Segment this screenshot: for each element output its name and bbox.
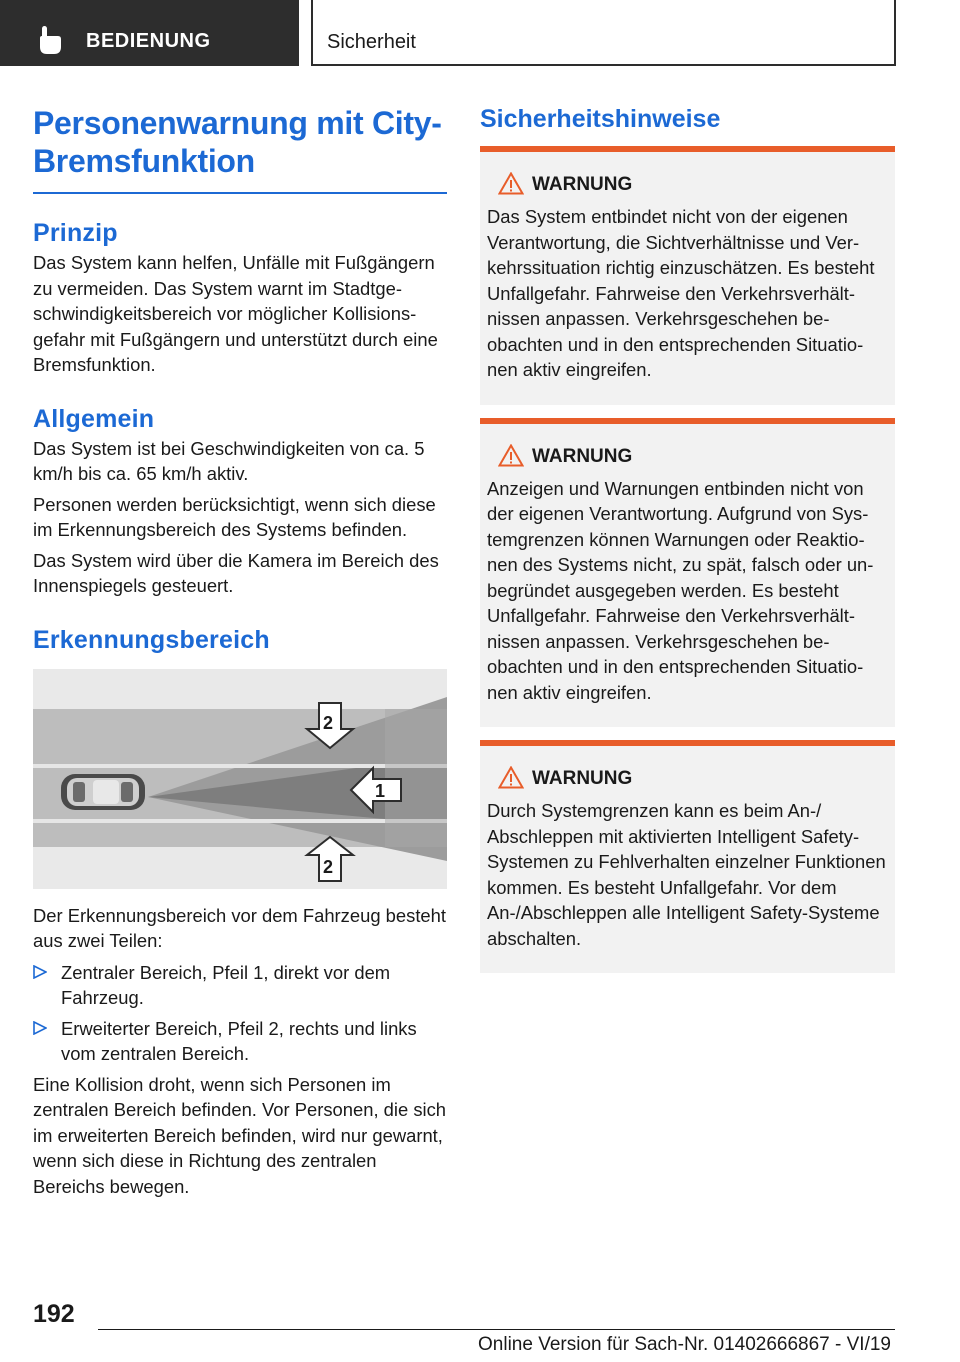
svg-text:2: 2 bbox=[323, 856, 334, 877]
prinzip-text: Das System kann helfen, Unfälle mit Fußgängern zu vermeiden. Das System warnt im Stadtgeschwindigkeitsbereich vor möglicher Kollisionsgefahr mit Fußgängern und unterstützt durch eine Bremsfunktion. bbox=[33, 252, 438, 375]
warning-text: Durch Systemgrenzen kann es beim An-/ Abschleppen mit aktivierten Intelligent Safety-Systemen zu Fehlverhalten einzelner Funktionen kommen. Es besteht Unfallgefahr. Vor dem An-/Abschleppen alle Intelligent Safety-Systeme abschalten. bbox=[487, 800, 886, 949]
list-item-text: Erweiterter Bereich, Pfeil 2, rechts und links vom zentralen Bereich. bbox=[61, 1017, 417, 1064]
allgemein-text-2: Personen werden berücksichtigt, wenn sich diese im Erkennungsbereich des Systems befinden. bbox=[33, 493, 436, 540]
page-header bbox=[0, 0, 960, 66]
list-item bbox=[33, 960, 447, 1011]
detection-area-list bbox=[33, 960, 447, 1067]
page-title-line-1: Personenwarnung mit City- bbox=[33, 105, 442, 141]
svg-text:1: 1 bbox=[375, 780, 386, 801]
erkennung-text-2: Eine Kollision droht, wenn sich Personen im zentralen Bereich befinden. Vor Personen, die sich im erweiterten Bereich befinden, wird nur gewarnt, wenn sich diese in Richtung des zentralen Bereichs bewegen. bbox=[33, 1073, 447, 1197]
section-tab bbox=[0, 0, 299, 66]
chapter-tab bbox=[311, 0, 896, 66]
left-column bbox=[33, 104, 447, 1199]
warning-box bbox=[480, 740, 895, 973]
allgemein-text-1: Das System ist bei Geschwindigkeiten von ca. 5 km/h bis ca. 65 km/h aktiv. bbox=[33, 437, 425, 484]
warning-label: WARNUNG bbox=[532, 445, 633, 467]
svg-text:2: 2 bbox=[323, 712, 334, 733]
pointing-hand-icon bbox=[38, 26, 62, 54]
warning-header bbox=[487, 444, 887, 470]
detection-diagram bbox=[33, 669, 447, 889]
triangle-bullet-icon bbox=[33, 1021, 47, 1035]
page-title bbox=[33, 104, 447, 180]
heading-allgemein: Allgemein bbox=[33, 404, 155, 433]
title-divider bbox=[33, 192, 447, 194]
heading-prinzip: Prinzip bbox=[33, 219, 118, 247]
warning-label: WARNUNG bbox=[532, 174, 633, 195]
chapter-label: Sicherheit bbox=[327, 31, 416, 53]
heading-erkennungsbereich: Erkennungsbereich bbox=[33, 625, 270, 654]
erkennung-text-1: Der Erkennungsbereich vor dem Fahrzeug besteht aus zwei Teilen: bbox=[33, 904, 446, 951]
car-icon bbox=[61, 774, 145, 810]
warning-header bbox=[487, 766, 887, 792]
allgemein-text-3: Das System wird über die Kamera im Bereich des Innenspiegels gesteuert. bbox=[33, 549, 439, 596]
heading-sicherheitshinweise: Sicherheitshinweise bbox=[480, 105, 721, 133]
warning-text: Anzeigen und Warnungen entbinden nicht von der eigenen Verantwortung. Aufgrund von Systemgrenzen können Warnungen oder Reaktionen des Systems nicht, zu spät, falsch oder unbegründet ausgegeben werden. Es besteht Unfallgefahr. Fahrweise den Verkehrsverhältnissen anpassen. Verkehrsgeschehen beobachten und in den entsprechenden Situationen aktiv eingreifen. bbox=[487, 477, 874, 703]
section-label: BEDIENUNG bbox=[86, 30, 211, 52]
triangle-bullet-icon bbox=[33, 965, 47, 979]
warning-box bbox=[480, 418, 895, 728]
footer-text: Online Version für Sach-Nr. 01402666867 - VI/19 bbox=[478, 1334, 891, 1355]
warning-triangle-icon bbox=[498, 766, 524, 789]
warning-text: Das System entbindet nicht von der eigenen Verantwortung, die Sichtverhältnisse und Verkehrssituation richtig einzuschätzen. Es besteht Unfallgefahr. Fahrweise den Verkehrsverhältnissen anpassen. Verkehrsgeschehen beobachten und in den entsprechenden Situationen aktiv eingreifen. bbox=[487, 206, 875, 380]
warning-box bbox=[480, 146, 895, 405]
list-item bbox=[33, 1016, 447, 1067]
warning-triangle-icon bbox=[498, 444, 524, 467]
footer-divider bbox=[98, 1329, 895, 1330]
page-number: 192 bbox=[33, 1300, 75, 1328]
warning-label: WARNUNG bbox=[532, 768, 633, 789]
detection-area-illustration bbox=[33, 669, 447, 889]
list-item-text: Zentraler Bereich, Pfeil 1, direkt vor dem Fahrzeug. bbox=[61, 961, 391, 1008]
page-title-line-2: Bremsfunktion bbox=[33, 143, 255, 179]
warning-header bbox=[487, 172, 887, 198]
warning-triangle-icon bbox=[498, 172, 524, 195]
right-column bbox=[480, 104, 895, 973]
